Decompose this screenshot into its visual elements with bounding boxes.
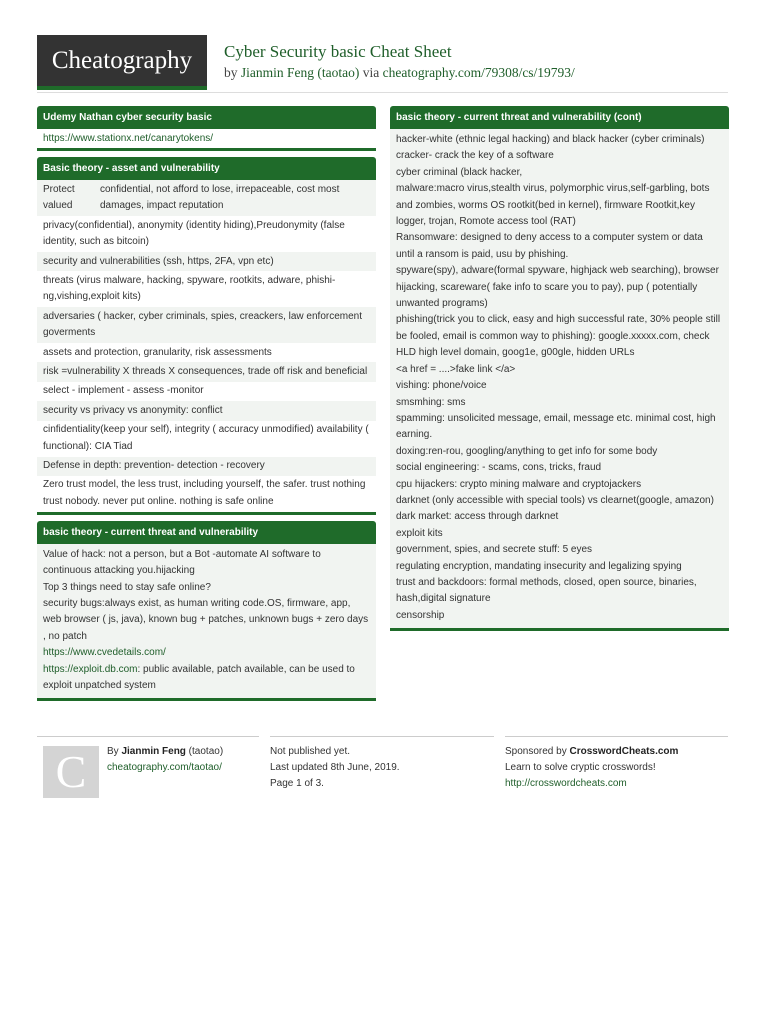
exploit-db-link[interactable]: https://exploit.db.com xyxy=(43,663,138,675)
sheet-title: Cyber Security basic Cheat Sheet xyxy=(224,42,452,61)
text-line: censorship xyxy=(396,609,445,621)
text-line: malware:macro virus,stealth virus, polymorphic virus,self-garbling, bots and zombies, worms OS rootkit(bed in kernel), firmware Rootkit,key logger, trojan, Romote access tool (RAT) xyxy=(396,183,710,228)
section-row: security vs privacy vs anonymity: conflict xyxy=(37,401,376,420)
cheatography-logo[interactable] xyxy=(37,35,207,90)
sponsor-line xyxy=(505,744,728,760)
section-row xyxy=(37,129,376,148)
sponsor-link[interactable]: http://crosswordcheats.com xyxy=(505,778,627,790)
text-line: doxing:ren-rou, googling/anything to get info for some body xyxy=(396,445,658,457)
text-line: exploit kits xyxy=(396,527,443,539)
section-row: risk =vulnerability X threads X consequences, trade off risk and beneficial xyxy=(37,362,376,381)
text-line: spyware(spy), adware(formal spyware, highjack web searching), browser hijacking, scareware( fake info to scare you to pay), pup ( potentially unwanted programs) xyxy=(396,265,719,310)
text-line: dark market: access through darknet xyxy=(396,511,559,523)
section-body xyxy=(37,544,376,699)
author-line xyxy=(107,744,223,760)
text-line: regulating encryption, mandating insecurity and legalizing spying xyxy=(396,560,682,572)
text-line: darknet (only accessible with special tools) vs clearnet(google, amazon) xyxy=(396,494,714,506)
section-asset-vulnerability xyxy=(37,157,376,514)
section-row: cinfidentiality(keep your self), integrity ( accuracy unmodified) availability ( functional): CIA Tiad xyxy=(37,421,376,457)
section-row xyxy=(37,180,376,216)
footer-meta xyxy=(270,736,494,806)
section-row: threats (virus malware, hacking, spyware, rootkits, adware, phishing,vishing,exploit kits) xyxy=(37,271,376,307)
section-udemy xyxy=(37,106,376,151)
text-line: vishing: phone/voice xyxy=(396,380,487,392)
section-row: privacy(confidential), anonymity (identity hiding),Preudonymity (false identity, such as bitcoin) xyxy=(37,216,376,252)
sponsor-name: CrosswordCheats.com xyxy=(569,746,679,757)
section-row: security and vulnerabilities (ssh, https, 2FA, vpn etc) xyxy=(37,252,376,271)
text-line xyxy=(43,662,370,695)
author-handle: (taotao) xyxy=(185,746,224,757)
byline-via: via xyxy=(359,65,383,80)
publish-status: Not published yet. xyxy=(270,746,351,757)
text-line: phishing(trick you to click, easy and high successful rate, 30% people still be fooled, email is common way to phishing): google.xxxxx.com, check HLD high level domain, goog1e, g00gle, hidden URLs xyxy=(396,314,721,359)
text-line: hacker-white (ethnic legal hacking) and black hacker (cyber criminals) xyxy=(396,134,705,145)
by-label: By xyxy=(107,746,122,757)
link-description: : public available, patch available, can be used to exploit unpatched system xyxy=(43,663,355,691)
byline xyxy=(224,63,575,83)
text-line: spamming: unsolicited message, email, message etc. minimal cost, high earning. xyxy=(396,412,716,441)
canarytokens-link[interactable]: https://www.stationx.net/canarytokens/ xyxy=(43,132,214,144)
row-value: confidential, not afford to lose, irrepaceable, cost most damages, impact reputation xyxy=(100,183,340,212)
row-key: Protect valued xyxy=(43,183,75,212)
section-title: Udemy Nathan cyber security basic xyxy=(37,106,376,129)
text-line: social engineering: - scams, cons, tricks, fraud xyxy=(396,462,602,474)
section-current-threat-cont xyxy=(390,106,729,631)
text-line xyxy=(43,645,370,661)
text-line: security bugs:always exist, as human writing code.OS, firmware, app, web browser ( js, java), known bug + patches, unknown bugs + zero days , no patch xyxy=(43,597,369,642)
section-title: basic theory - current threat and vulnerability xyxy=(37,521,376,544)
sponsor-prefix: Sponsored by xyxy=(505,746,570,757)
section-row: select - implement - assess -monitor xyxy=(37,382,376,401)
author-name-link[interactable]: Jianmin Feng xyxy=(121,746,186,757)
left-column xyxy=(37,106,376,707)
section-body xyxy=(390,129,729,628)
cvedetails-link[interactable]: https://www.cvedetails.com/ xyxy=(43,647,166,659)
author-avatar: C xyxy=(43,746,99,798)
section-row: Zero trust model, the less trust, including yourself, the safer. trust nothing trust nobody. never put online. nothing is safe online xyxy=(37,476,376,512)
text-line: trust and backdoors: formal methods, closed, open source, binaries, hash,digital signature xyxy=(396,576,697,605)
text-line: cyber criminal (black hacker, xyxy=(396,166,523,178)
author-profile-link[interactable]: cheatography.com/taotao/ xyxy=(107,762,222,774)
header-divider xyxy=(37,92,728,93)
sponsor-tagline: Learn to solve cryptic crosswords! xyxy=(505,762,656,774)
section-row: adversaries ( hacker, cyber criminals, spies, creackers, law enforcement goverments xyxy=(37,307,376,343)
text-line: government, spies, and secrete stuff: 5 eyes xyxy=(396,544,593,556)
logo-text: Cheatography xyxy=(51,46,193,74)
text-line: Value of hack: not a person, but a Bot -automate AI software to continuous attacking you.hijacking xyxy=(43,548,321,577)
byline-prefix: by xyxy=(224,65,241,80)
text-line: smsmhing: sms xyxy=(396,396,466,408)
section-title: basic theory - current threat and vulnerability (cont) xyxy=(390,106,729,129)
footer-sponsor xyxy=(505,736,728,806)
section-title: Basic theory - asset and vulnerability xyxy=(37,157,376,180)
author-info xyxy=(107,744,223,776)
author-link[interactable]: Jianmin Feng (taotao) xyxy=(240,65,360,80)
right-column xyxy=(390,106,729,637)
page-number: Page 1 of 3. xyxy=(270,778,324,790)
footer-author xyxy=(37,736,259,806)
text-line: Ransomware: designed to deny access to a computer system or data until a ransom is paid, usu by phishing. xyxy=(396,232,703,260)
last-updated: Last updated 8th June, 2019. xyxy=(270,762,400,774)
section-row: assets and protection, granularity, risk assessments xyxy=(37,343,376,362)
text-line: cpu hijackers: crypto mining malware and cryptojackers xyxy=(396,478,642,490)
text-line: Top 3 things need to stay safe online? xyxy=(43,581,211,593)
section-row: Defense in depth: prevention- detection - recovery xyxy=(37,457,376,476)
section-current-threat xyxy=(37,521,376,702)
footer xyxy=(37,736,728,806)
title-block xyxy=(224,42,575,83)
sheet-url-link[interactable]: cheatography.com/79308/cs/19793/ xyxy=(382,65,575,80)
text-line: cracker- crack the key of a software xyxy=(396,150,554,162)
text-line: <a href = ....>fake link </a> xyxy=(396,363,516,375)
